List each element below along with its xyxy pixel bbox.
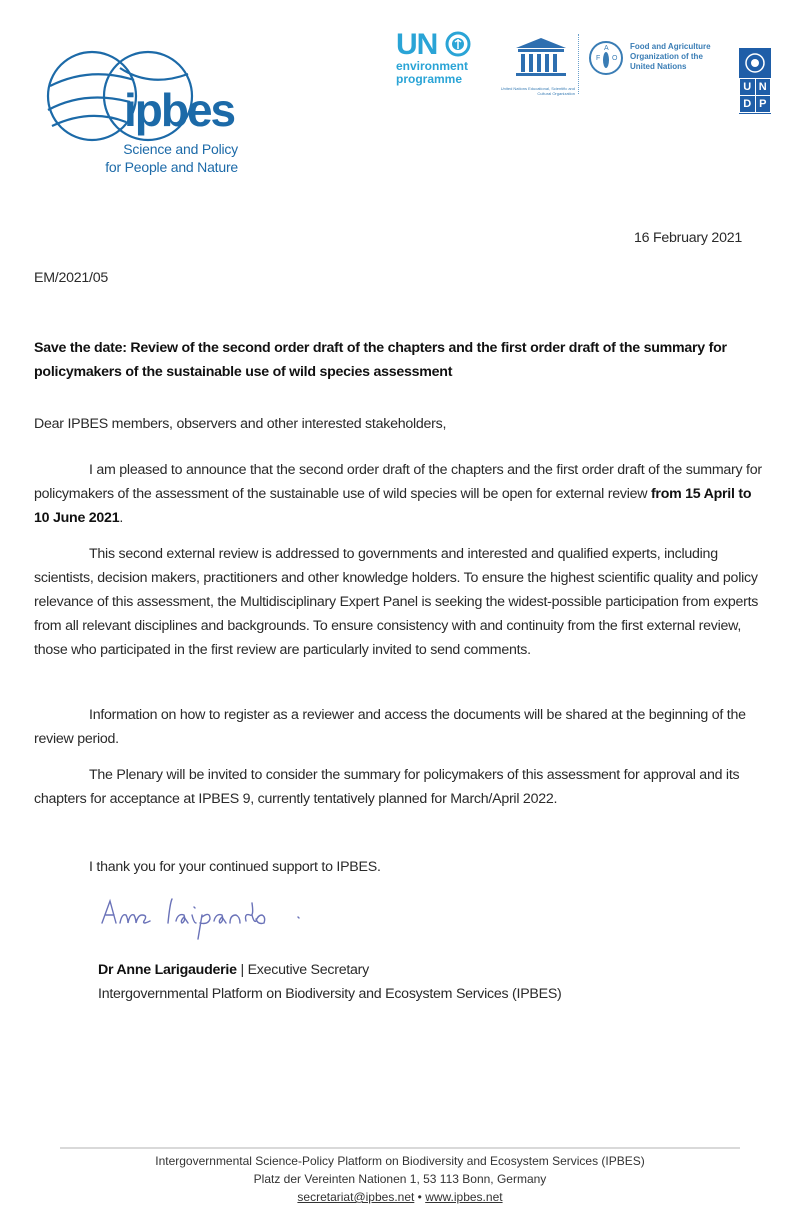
unesco-temple-icon (510, 36, 572, 80)
ipbes-tagline (88, 140, 238, 176)
fao-line-3: United Nations (630, 62, 687, 71)
period-punctuation: . (119, 510, 124, 526)
paragraph-plenary: The Plenary will be invited to consider the summary for policymakers of this assessment for approval and its chapters for acceptance at IPBES 9, currently tentatively planned for March/April 2022. (34, 767, 740, 807)
unep-line-3: programme (396, 72, 463, 86)
footer-address: Platz der Vereinten Nationen 1, 53 113 Bonn, Germany (253, 1172, 547, 1186)
footer (60, 1152, 740, 1206)
ipbes-wordmark: ipbes (124, 84, 235, 136)
un-emblem-icon (744, 52, 766, 74)
footer-org-name: Intergovernmental Science-Policy Platform on Biodiversity and Ecosystem Services (IPBES) (155, 1154, 645, 1168)
fao-line-2: Organization of the (630, 52, 703, 61)
salutation: Dear IPBES members, observers and other interested stakeholders, (34, 416, 447, 432)
svg-text:A: A (604, 45, 609, 52)
unep-un: UN (396, 28, 438, 61)
signer-block (98, 958, 369, 982)
unep-globe-icon (445, 31, 471, 57)
reference-number: EM/2021/05 (34, 270, 109, 286)
unep-line-2: environment (396, 59, 469, 73)
paragraph-announcement (34, 458, 769, 530)
closing-line: I thank you for your continued support to IPBES. (89, 859, 381, 875)
svg-text:F: F (596, 55, 601, 62)
footer-divider (60, 1147, 740, 1149)
undp-letter: N (756, 79, 771, 95)
unep-logo (396, 30, 486, 86)
paragraph-registration: Information on how to register as a reviewer and access the documents will be shared at the beginning of the review period. (34, 707, 746, 747)
unesco-caption: United Nations Educational, Scientific and Cultural Organization (500, 86, 575, 96)
undp-logo (739, 48, 771, 114)
tagline-line-2: for People and Nature (105, 159, 238, 175)
letter-date: 16 February 2021 (634, 230, 742, 246)
fao-name (630, 42, 730, 72)
signer-organization: Intergovernmental Platform on Biodiversity and Ecosystem Services (IPBES) (98, 986, 562, 1002)
signer-title: Executive Secretary (247, 962, 369, 978)
website-link[interactable]: www.ipbes.net (425, 1190, 503, 1204)
signer-name: Dr Anne Larigauderie (98, 962, 237, 978)
review-period: from 15 April to 10 June 2021 (34, 486, 752, 526)
subject-line: Save the date: Review of the second order draft of the chapters and the first order draft of the summary for policymakers of the sustainable use of wild species assessment (34, 340, 727, 380)
fao-line-1: Food and Agriculture (630, 42, 711, 51)
divider (578, 34, 580, 94)
undp-letter: U (740, 79, 755, 95)
bullet-separator: • (414, 1190, 426, 1204)
fao-wheat-icon (588, 40, 624, 76)
svg-text:O: O (612, 55, 618, 62)
paragraph-audience: This second external review is addressed to governments and interested and qualified experts, including scientists, decision makers, practitioners and other knowledge holders. To ensure the highest scientific quality and policy relevance of this assessment, the Multidisciplinary Expert Panel is seeking the widest-possible participation from experts from all relevant disciplines and backgrounds. To ensure consistency with and continuity from the first external review, those who participated in the first review are particularly invited to send comments. (34, 546, 759, 658)
paragraph-text: I am pleased to announce that the second order draft of the chapters and the first order draft of the summary for policymakers of the assessment of the sustainable use of wild species will be open for external review (34, 462, 762, 502)
undp-letter: P (756, 96, 771, 112)
separator: | (236, 962, 248, 978)
tagline-line-1: Science and Policy (123, 141, 238, 157)
undp-letter: D (740, 96, 755, 112)
email-link[interactable]: secretariat@ipbes.net (297, 1190, 415, 1204)
handwritten-signature (98, 893, 398, 943)
